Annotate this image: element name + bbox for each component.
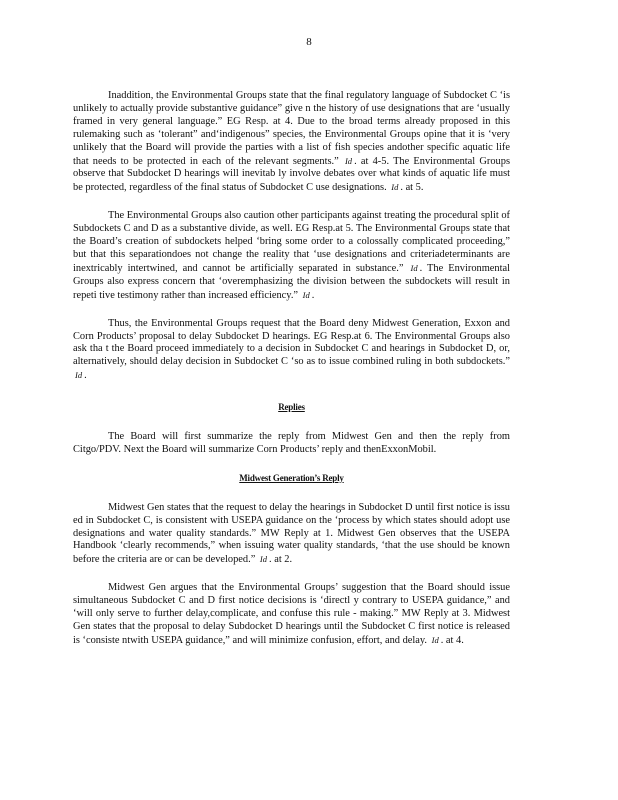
- paragraph-midwest-2: Midwest Gen argues that the Environmental Groups’ suggestion that the Board should issue simultaneous Subdocket C and D first notice decisions is ‘directl y contrary to USEPA guidance,” and ‘will only serve to further delay,complicate, and confuse this rule - making.” MW Reply at 3. Midwest Gen states that the proposal to delay Subdocket D hearings until the Subdocket C first notice is released is ‘consiste ntwith USEPA guidance,” and will minimize confusion, effort, and delay. Id . at 4.: [73, 582, 510, 646]
- section-heading-replies: Replies: [278, 402, 305, 413]
- page-number: 8: [306, 36, 312, 48]
- paragraph-environmental-groups-3: Thus, the Environmental Groups request that the Board deny Midwest Generation, Exxon and Corn Products’ proposal to delay Subdocket D hearings. EG Resp.at 6. The Environmental Groups also ask tha t the Board proceed immediately to a decision in Subdocket C and hearings in Subdocket D, or, alternatively, should delay decision in Subdocket C ‘so as to issue combined ruling in both subdockets.” Id .: [73, 317, 510, 382]
- citation-id: Id: [75, 370, 83, 381]
- paragraph-replies-summary: The Board will first summarize the reply from Midwest Gen and then the reply from Citgo/PDV. Next the Board will summarize Corn Products’ reply and thenExxonMobil.: [73, 431, 510, 455]
- document-body: [73, 90, 510, 663]
- citation-id: Id: [410, 262, 418, 273]
- paragraph-midwest-1: Midwest Gen states that the request to delay the hearings in Subdocket D until first notice is issu ed in Subdocket C, is consistent with USEPA guidance on the ‘process by which states should adopt use designations and water quality standards.” MW Reply at 1. Midwest Gen observes that the USEPA Handbook ‘clearly recommends,” when issuing water quality standards, ‘that the use should be known before the criteria are or can be developed.” Id . at 2.: [73, 501, 510, 566]
- citation-id: Id: [431, 634, 439, 645]
- paragraph-environmental-groups-2: The Environmental Groups also caution other participants against treating the procedural split of Subdockets C and D as a substantive divide, as well. EG Resp.at 5. The Environmental Groups state that the Board’s creation of subdockets helped ‘bring some order to a colossally complicated proceeding,” but that this separationdoes not change the reality that ‘use designations and criteriadeterminants are inextricably intertwined, and cannot be artificially separated in substance.” Id . The Environmental Groups also express concern that ‘overemphasizing the division between the subdockets will result in repeti tive testimony rather than increased efficiency.” Id .: [73, 210, 510, 301]
- citation-id: Id: [259, 554, 268, 565]
- paragraph-environmental-groups-1: Inaddition, the Environmental Groups state that the final regulatory language of Subdocket C ‘is unlikely to actually provide substantive guidance” give n the history of use designations that are ‘usually framed in very general language.” EG Resp. at 4. Due to the broad terms already proposed in this rulemaking such as ‘tolerant” and‘indigenous” species, the Environmental Groups opine that it is ‘very unlikely that the Board will provide the parties with a list of fish species andother specific aquatic life that needs to be protected in each of the relevant segments.” Id . at 4-5. The Environmental Groups observe that Subdocket D hearings will inevitab ly involve debates over what kinds of aquatic life must be protected, regardless of the final status of Subdocket C use designations. Id . at 5.: [73, 90, 510, 194]
- section-heading-midwest-reply: Midwest Generation’s Reply: [239, 472, 344, 483]
- citation-id: Id: [302, 289, 310, 300]
- citation-id: Id: [344, 155, 353, 166]
- citation-id: Id: [391, 182, 399, 193]
